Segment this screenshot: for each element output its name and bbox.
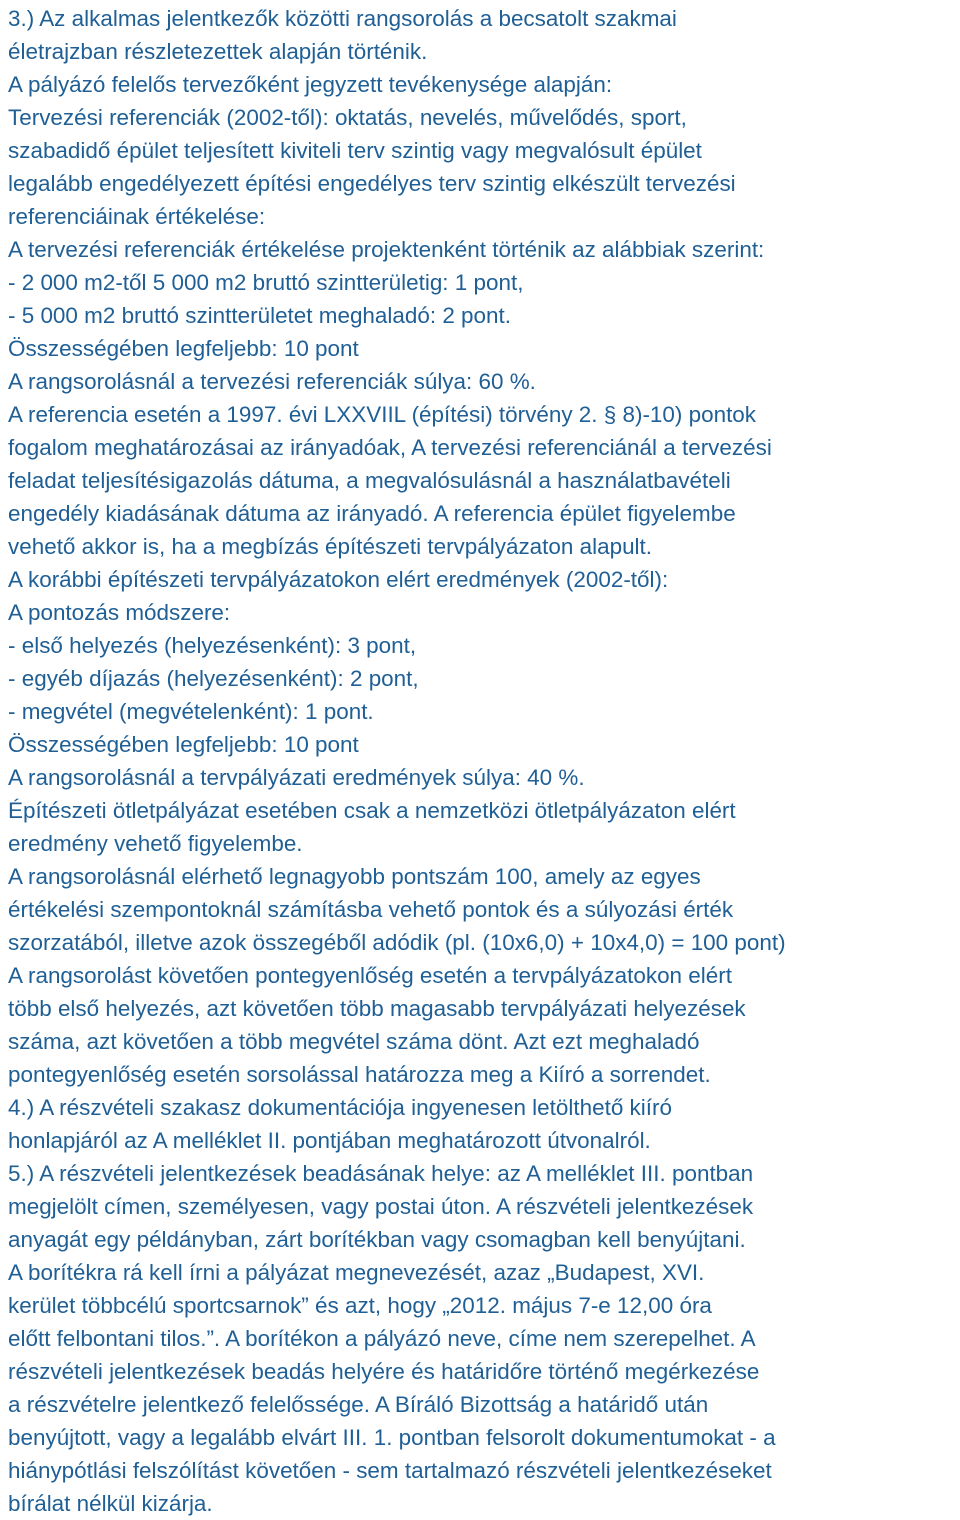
text-line: A tervezési referenciák értékelése projektenként történik az alábbiak szerint: <box>8 237 765 262</box>
text-line: A rangsorolást követően pontegyenlőség esetén a tervpályázatokon elért <box>8 963 732 988</box>
text-line: A rangsorolásnál a tervpályázati eredmények súlya: 40 %. <box>8 765 585 790</box>
text-line: - 2 000 m2-től 5 000 m2 bruttó szintterületig: 1 pont, <box>8 270 524 295</box>
text-line: - első helyezés (helyezésenként): 3 pont, <box>8 633 417 658</box>
text-line: szabadidő épület teljesített kiviteli terv szintig vagy megvalósult épület <box>8 138 702 163</box>
text-line: több első helyezés, azt követően több magasabb tervpályázati helyezések <box>8 996 746 1021</box>
text-line: A korábbi építészeti tervpályázatokon elért eredmények (2002-től): <box>8 567 669 592</box>
text-line: előtt felbontani tilos.”. A borítékon a pályázó neve, címe nem szerepelhet. A <box>8 1326 756 1351</box>
text-line: engedély kiadásának dátuma az irányadó. A referencia épület figyelembe <box>8 501 736 526</box>
text-line: Építészeti ötletpályázat esetében csak a nemzetközi ötletpályázaton elért <box>8 798 736 823</box>
text-line: részvételi jelentkezések beadás helyére és határidőre történő megérkezése <box>8 1359 760 1384</box>
text-line: legalább engedélyezett építési engedélyes terv szintig elkészült tervezési <box>8 171 736 196</box>
text-line: - egyéb díjazás (helyezésenként): 2 pont, <box>8 666 419 691</box>
text-line: életrajzban részletezettek alapján történik. <box>8 39 428 64</box>
text-line: - 5 000 m2 bruttó szintterületet meghaladó: 2 pont. <box>8 303 512 328</box>
text-line: referenciáinak értékelése: <box>8 204 266 229</box>
text-line: A rangsorolásnál elérhető legnagyobb pontszám 100, amely az egyes <box>8 864 701 889</box>
text-line: pontegyenlőség esetén sorsolással határozza meg a Kiíró a sorrendet. <box>8 1062 711 1087</box>
text-line: eredmény vehető figyelembe. <box>8 831 303 856</box>
text-line: bírálat nélkül kizárja. <box>8 1491 213 1516</box>
text-line: anyagát egy példányban, zárt borítékban vagy csomagban kell benyújtani. <box>8 1227 746 1252</box>
text-line: vehető akkor is, ha a megbízás építészeti tervpályázaton alapult. <box>8 534 653 559</box>
text-line: hiánypótlási felszólítást követően - sem tartalmazó részvételi jelentkezéseket <box>8 1458 772 1483</box>
text-line: fogalom meghatározásai az irányadóak, A tervezési referenciánál a tervezési <box>8 435 772 460</box>
text-line: értékelési szempontoknál számításba vehető pontok és a súlyozási érték <box>8 897 734 922</box>
text-line: Összességében legfeljebb: 10 pont <box>8 336 359 361</box>
text-line: megjelölt címen, személyesen, vagy postai úton. A részvételi jelentkezések <box>8 1194 754 1219</box>
text-line: 4.) A részvételi szakasz dokumentációja ingyenesen letölthető kiíró <box>8 1095 672 1120</box>
text-line: A pontozás módszere: <box>8 600 231 625</box>
text-line: kerület többcélú sportcsarnok” és azt, hogy „2012. május 7-e 12,00 óra <box>8 1293 712 1318</box>
text-line: feladat teljesítésigazolás dátuma, a megvalósulásnál a használatbavételi <box>8 468 731 493</box>
text-line: a részvételre jelentkező felelőssége. A Bíráló Bizottság a határidő után <box>8 1392 709 1417</box>
text-line: A borítékra rá kell írni a pályázat megnevezését, azaz „Budapest, XVI. <box>8 1260 705 1285</box>
text-line: benyújtott, vagy a legalább elvárt III. 1. pontban felsorolt dokumentumokat - a <box>8 1425 776 1450</box>
text-line: - megvétel (megvételenként): 1 pont. <box>8 699 374 724</box>
text-line: Összességében legfeljebb: 10 pont <box>8 732 359 757</box>
text-line: szorzatából, illetve azok összegéből adódik (pl. (10x6,0) + 10x4,0) = 100 pont) <box>8 930 786 955</box>
text-line: 3.) Az alkalmas jelentkezők közötti rangsorolás a becsatolt szakmai <box>8 6 677 31</box>
text-line: A referencia esetén a 1997. évi LXXVIIL (építési) törvény 2. § 8)-10) pontok <box>8 402 757 427</box>
text-line: A rangsorolásnál a tervezési referenciák súlya: 60 %. <box>8 369 536 394</box>
text-line: száma, azt követően a több megvétel száma dönt. Azt ezt meghaladó <box>8 1029 700 1054</box>
text-line: Tervezési referenciák (2002-től): oktatás, nevelés, művelődés, sport, <box>8 105 687 130</box>
text-line: 5.) A részvételi jelentkezések beadásának helye: az A melléklet III. pontban <box>8 1161 754 1186</box>
text-line: honlapjáról az A melléklet II. pontjában meghatározott útvonalról. <box>8 1128 651 1153</box>
text-line: A pályázó felelős tervezőként jegyzett tevékenysége alapján: <box>8 72 613 97</box>
